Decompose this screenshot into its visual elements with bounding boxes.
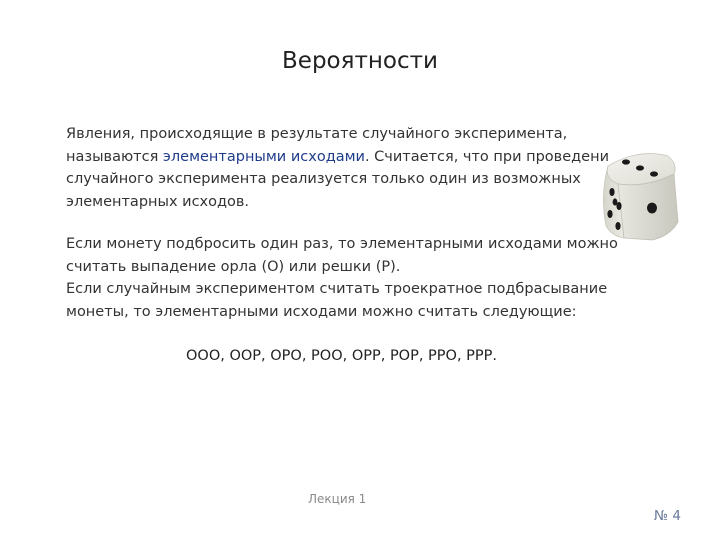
outcomes-list: ООО, ООР, ОРО, РОО, ОРР, РОР, РРО, РРР. bbox=[186, 348, 498, 364]
line-2-prefix: называются bbox=[66, 148, 163, 165]
footer-lecture-label: Лекция 1 bbox=[308, 492, 367, 506]
paragraph-definition-line-1: Явления, происходящие в результате случайного эксперимента, bbox=[66, 126, 568, 142]
paragraph-coin-example bbox=[66, 233, 626, 323]
paragraph-definition-line-2 bbox=[66, 146, 609, 169]
paragraph-coin-line-2: считать выпадение орла (О) или решки (Р). bbox=[66, 258, 401, 275]
slide-title: Вероятности bbox=[282, 48, 438, 74]
paragraph-coin-line-4: монеты, то элементарными исходами можно считать следующие: bbox=[66, 303, 577, 320]
paragraph-coin-line-3: Если случайным экспериментом считать троекратное подбрасывание bbox=[66, 281, 608, 297]
paragraph-definition-line-4: элементарных исходов. bbox=[66, 193, 250, 210]
paragraph-definition-line-3: случайного эксперимента реализуется только один из возможных bbox=[66, 171, 581, 187]
slide-number: № 4 bbox=[654, 508, 681, 524]
elementary-outcomes-term: элементарными исходами bbox=[162, 148, 365, 165]
line-2-suffix: . Считается, что при проведени bbox=[364, 148, 609, 165]
paragraph-definition bbox=[66, 123, 609, 213]
paragraph-coin-line-1: Если монету подбросить один раз, то элементарными исходами можно bbox=[66, 236, 618, 252]
